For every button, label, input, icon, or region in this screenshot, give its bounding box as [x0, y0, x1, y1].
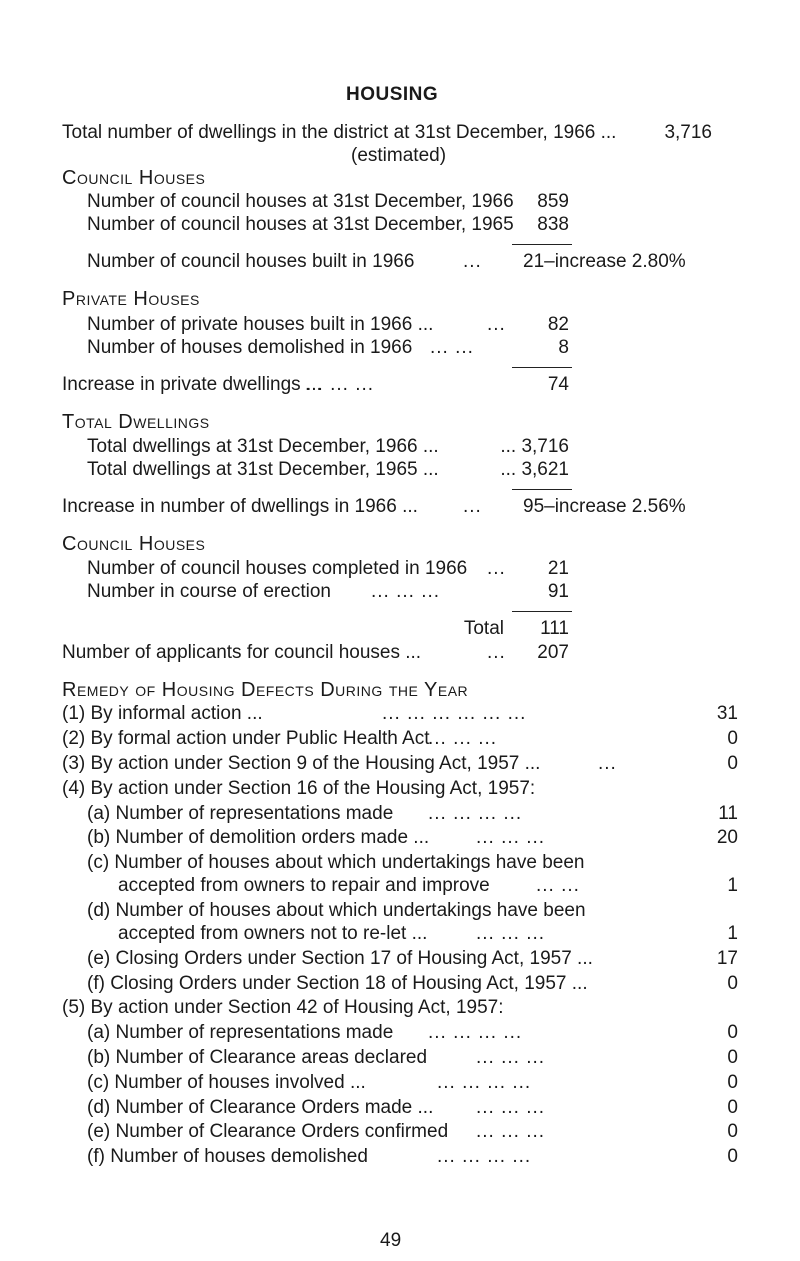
applicants-value: 207 [537, 642, 569, 663]
demolished-dots: ... ... [430, 337, 474, 358]
dwellings-1966-value: ... 3,716 [500, 436, 569, 457]
estimated-note: (estimated) [351, 145, 447, 166]
completed-dots: ... [487, 558, 506, 579]
council-built-label: Number of council houses built in 1966 [87, 251, 415, 272]
sum-rule [512, 244, 572, 245]
total-value: 111 [540, 618, 569, 639]
council-built-dots: ... [463, 251, 482, 272]
remedy-item-dots: ... ... ... ... [437, 1146, 532, 1167]
remedy-item-text: (f) Closing Orders under Section 18 of Housing Act, 1957 ... [87, 973, 588, 994]
private-increase-value: 74 [547, 374, 569, 395]
remedy-item-dots: ... ... ... [476, 827, 546, 848]
dwellings-1965-label: Total dwellings at 31st December, 1965 ... [87, 459, 439, 480]
completed-label: Number of council houses completed in 1966 [87, 558, 468, 579]
remedy-item-value: 0 [727, 1072, 738, 1093]
sum-rule [512, 367, 572, 368]
remedy-item-text: (5) By action under Section 42 of Housing Act, 1957: [62, 997, 504, 1018]
total-dwellings-label: Total number of dwellings in the district at 31st December, 1966 ... [62, 122, 617, 143]
private-increase-label: Increase in private dwellings ... [62, 374, 322, 395]
remedy-item-text: (b) Number of Clearance areas declared [87, 1047, 428, 1068]
demolished-value: 8 [558, 337, 569, 358]
applicants-label: Number of applicants for council houses ... [62, 642, 422, 663]
council-1966-value: 859 [537, 191, 569, 212]
sum-rule [512, 611, 572, 612]
remedy-item-value: 20 [716, 827, 738, 848]
private-built-label: Number of private houses built in 1966 ... [87, 314, 434, 335]
erection-dots: ... ... ... [371, 581, 441, 602]
remedy-item-dots: ... ... ... ... ... ... [382, 703, 527, 724]
remedy-item-text: (d) Number of houses about which undertakings have been [87, 900, 586, 921]
remedy-item-dots: ... ... ... ... [428, 1022, 523, 1043]
remedy-item-value: 0 [727, 1146, 738, 1167]
remedy-item-dots: ... ... ... ... [437, 1072, 532, 1093]
remedy-item-value: 31 [716, 703, 738, 724]
dwellings-increase-value: 95–increase 2.56% [523, 496, 686, 517]
private-built-dots: ... [487, 314, 506, 335]
total-dwellings-value: 3,716 [664, 122, 712, 143]
remedy-item-dots: ... ... ... [428, 728, 498, 749]
remedy-item-value: 0 [727, 1047, 738, 1068]
remedy-item-dots: ... ... ... [476, 1047, 546, 1068]
remedy-item-value: 1 [727, 923, 738, 944]
remedy-item-text: accepted from owners to repair and improve [118, 875, 490, 896]
council-houses-heading-2: Council Houses [62, 533, 206, 555]
remedy-item-value: 0 [727, 728, 738, 749]
remedy-item-text: (c) Number of houses about which undertakings have been [87, 852, 585, 873]
total-label: Total [463, 618, 504, 639]
completed-value: 21 [547, 558, 569, 579]
remedy-item-value: 0 [727, 1121, 738, 1142]
remedy-item-text: (c) Number of houses involved ... [87, 1072, 366, 1093]
total-dwellings-heading: Total Dwellings [62, 411, 210, 433]
remedy-item-text: (1) By informal action ... [62, 703, 263, 724]
council-1965-value: 838 [537, 214, 569, 235]
council-houses-heading: Council Houses [62, 167, 206, 189]
remedy-item-text: (a) Number of representations made [87, 803, 394, 824]
applicants-dots: ... [487, 642, 506, 663]
remedy-item-dots: ... [598, 753, 617, 774]
remedy-item-text: (e) Closing Orders under Section 17 of Housing Act, 1957 ... [87, 948, 593, 969]
remedy-item-value: 1 [727, 875, 738, 896]
private-increase-dots: ... ... ... [305, 374, 375, 395]
dwellings-increase-label: Increase in number of dwellings in 1966 ... [62, 496, 418, 517]
remedy-item-text: (2) By formal action under Public Health Act [62, 728, 430, 749]
remedy-item-text: (a) Number of representations made [87, 1022, 394, 1043]
erection-label: Number in course of erection [87, 581, 331, 602]
remedy-item-dots: ... ... ... [476, 923, 546, 944]
remedy-item-text: accepted from owners not to re-let ... [118, 923, 428, 944]
remedy-item-value: 11 [718, 803, 738, 824]
remedy-item-dots: ... ... [536, 875, 580, 896]
remedy-item-value: 0 [727, 1097, 738, 1118]
remedy-item-text: (b) Number of demolition orders made ... [87, 827, 430, 848]
remedy-item-text: (e) Number of Clearance Orders confirmed [87, 1121, 449, 1142]
page-number: 49 [380, 1230, 402, 1251]
remedy-item-dots: ... ... ... [476, 1121, 546, 1142]
erection-value: 91 [547, 581, 569, 602]
council-1965-label: Number of council houses at 31st December, 1965 [87, 214, 514, 235]
dwellings-1965-value: ... 3,621 [500, 459, 569, 480]
remedy-item-text: (d) Number of Clearance Orders made ... [87, 1097, 434, 1118]
page-title: HOUSING [346, 84, 439, 105]
remedy-item-dots: ... ... ... ... [428, 803, 523, 824]
dwellings-1966-label: Total dwellings at 31st December, 1966 ... [87, 436, 439, 457]
demolished-label: Number of houses demolished in 1966 [87, 337, 413, 358]
remedy-item-text: (f) Number of houses demolished [87, 1146, 368, 1167]
private-houses-heading: Private Houses [62, 288, 200, 310]
remedy-heading: Remedy of Housing Defects During the Year [62, 679, 469, 701]
remedy-item-value: 17 [716, 948, 738, 969]
council-built-value: 21–increase 2.80% [523, 251, 686, 272]
sum-rule [512, 489, 572, 490]
remedy-item-value: 0 [727, 1022, 738, 1043]
dwellings-increase-dots: ... [463, 496, 482, 517]
private-built-value: 82 [547, 314, 569, 335]
remedy-item-text: (3) By action under Section 9 of the Housing Act, 1957 ... [62, 753, 541, 774]
remedy-item-text: (4) By action under Section 16 of the Housing Act, 1957: [62, 778, 536, 799]
remedy-item-dots: ... ... ... [476, 1097, 546, 1118]
council-1966-label: Number of council houses at 31st December, 1966 [87, 191, 514, 212]
remedy-item-value: 0 [727, 973, 738, 994]
remedy-item-value: 0 [727, 753, 738, 774]
